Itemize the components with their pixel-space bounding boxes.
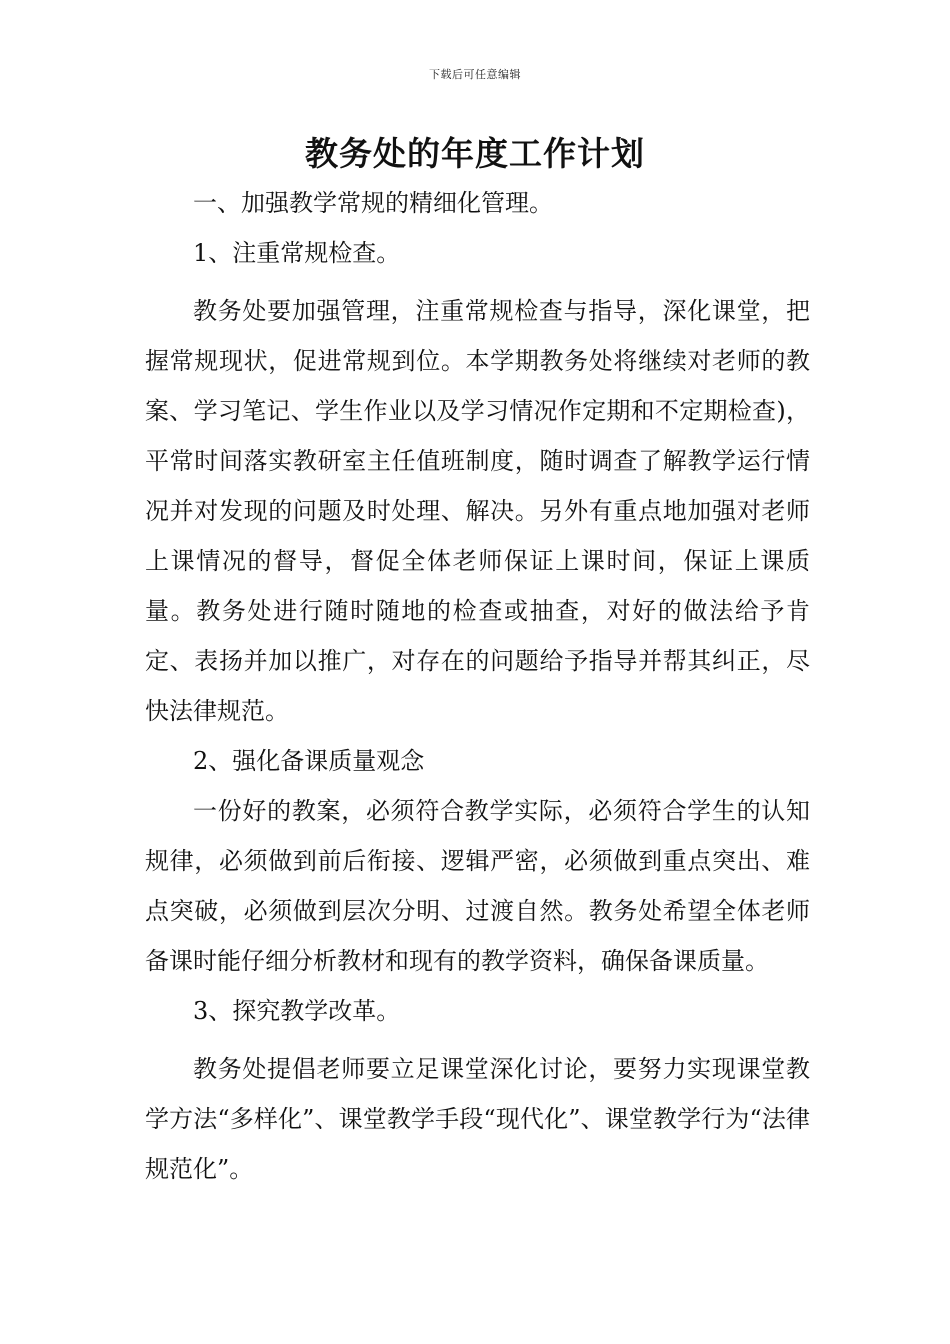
- document-body: [145, 178, 810, 1194]
- spacer: [145, 278, 810, 286]
- spacer: [145, 1036, 810, 1044]
- subsection-heading-3: 3、探究教学改革。: [193, 997, 401, 1025]
- paragraph-lesson-preparation: 一份好的教案，必须符合教学实际，必须符合学生的认知规律，必须做到前后衔接、逻辑严密，必须做到重点突出、难点突破，必须做到层次分明、过渡自然。教务处希望全体老师备课时能仔细分析教材和现有的教学资料，确保备课质量。: [145, 797, 810, 975]
- header-note: 下载后可任意编辑: [429, 68, 521, 81]
- subsection-heading-1: 1、注重常规检查。: [193, 239, 401, 267]
- paragraph-teaching-reform: 教务处提倡老师要立足课堂深化讨论，要努力实现课堂教学方法“多样化”、课堂教学手段“现代化”、课堂教学行为“法律规范化”。: [145, 1055, 810, 1183]
- section-heading-1: 一、加强教学常规的精细化管理。: [193, 189, 553, 217]
- document-title: 教务处的年度工作计划: [305, 134, 645, 173]
- subsection-heading-2: 2、强化备课质量观念: [193, 747, 425, 775]
- paragraph-routine-inspection: 教务处要加强管理，注重常规检查与指导，深化课堂，把握常规现状，促进常规到位。本学期教务处将继续对老师的教案、学习笔记、学生作业以及学习情况作定期和不定期检查)，平常时间落实教研室主任值班制度，随时调查了解教学运行情况并对发现的问题及时处理、解决。另外有重点地加强对老师上课情况的督导，督促全体老师保证上课时间，保证上课质量。教务处进行随时随地的检查或抽查，对好的做法给予肯定、表扬并加以推广，对存在的问题给予指导并帮其纠正，尽快法律规范。: [145, 297, 810, 725]
